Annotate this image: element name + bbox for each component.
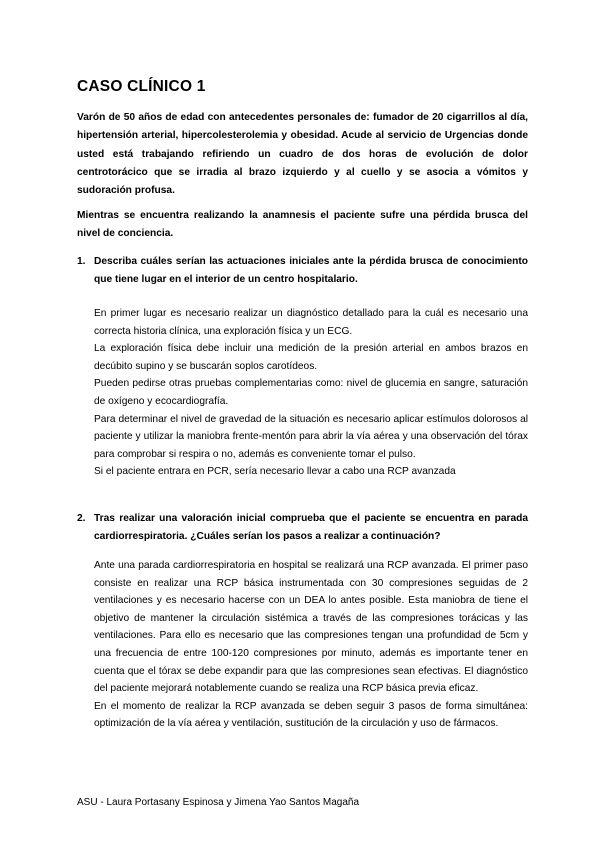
answer-1-paragraph: En primer lugar es necesario realizar un diagnóstico detallado para la cuál es necesario una correcta historia clínica, una exploración física y un ECG. — [94, 308, 528, 337]
answer-1 — [94, 305, 528, 481]
question-1-number: 1. — [77, 256, 86, 267]
answer-2-paragraph: Ante una parada cardiorrespiratoria en hospital se realizará una RCP avanzada. El primer paso consiste en realizar una RCP básica instrumentada con 30 compresiones seguidas de 2 ventilaciones y es necesario hacerse con un DEA lo antes posible. Esta maniobra de tiene el objetivo de mantener la circulación sistémica a través de las compresiones torácicas y las ventilaciones. Para ello es necesario que las compresiones tengan una profundidad de 5cm y una frecuencia de entre 100-120 compresiones por minuto, además es importante tener en cuenta que el tórax se debe expandir para que las compresiones sean efectivas. El diagnóstico del paciente mejorará notablemente cuando se realiza una RCP básica previa eficaz. — [94, 560, 528, 695]
answer-2-paragraph: En el momento de realizar la RCP avanzada se deben seguir 3 pasos de forma simultánea: optimización de la vía aérea y ventilación, sustitución de la circulación y uso de fármacos. — [94, 700, 528, 730]
answer-1-paragraph: Pueden pedirse otras pruebas complementarias como: nivel de glucemia en sangre, saturación de oxígeno y ecocardiografía. — [94, 378, 528, 407]
page-title: CASO CLÍNICO 1 — [77, 78, 206, 95]
case-intro: Varón de 50 años de edad con antecedentes personales de: fumador de 20 cigarrillos al día, hipertensión arterial, hipercolesterolemia y obesidad. Acude al servicio de Urgencias donde usted está trabajando refiriendo un cuadro de dos horas de evolución de dolor centrotorácico que se irradia al brazo izquierdo y al cuello y se asocia a vómitos y sudoración profusa. — [77, 112, 528, 197]
question-2-text: Tras realizar una valoración inicial comprueba que el paciente se encuentra en parada cardiorrespiratoria. ¿Cuáles serían los pasos a realizar a continuación? — [94, 513, 528, 543]
case-intro-2: Mientras se encuentra realizando la anamnesis el paciente sufre una pérdida brusca del nivel de conciencia. — [77, 210, 528, 240]
question-2-number: 2. — [77, 513, 86, 524]
answer-2 — [94, 557, 528, 733]
answer-1-paragraph: La exploración física debe incluir una medición de la presión arterial en ambos brazos en decúbito supino y se buscarán soplos carotídeos. — [94, 343, 528, 372]
answer-1-paragraph: Para determinar el nivel de gravedad de la situación es necesario aplicar estímulos dolorosos al paciente y utilizar la maniobra frente-mentón para abrir la vía aérea y una observación del tórax para comprobar si respira o no, además es conveniente tomar el pulso. — [94, 413, 528, 460]
question-2 — [77, 510, 528, 547]
page-footer: ASU - Laura Portasany Espinosa y Jimena Yao Santos Magaña — [77, 797, 360, 808]
answer-1-paragraph: Si el paciente entrara en PCR, sería necesario llevar a cabo una RCP avanzada — [94, 466, 456, 478]
question-1 — [77, 253, 528, 290]
question-1-text: Describa cuáles serían las actuaciones iniciales ante la pérdida brusca de conocimiento que tiene lugar en el interior de un centro hospitalario. — [94, 256, 528, 286]
